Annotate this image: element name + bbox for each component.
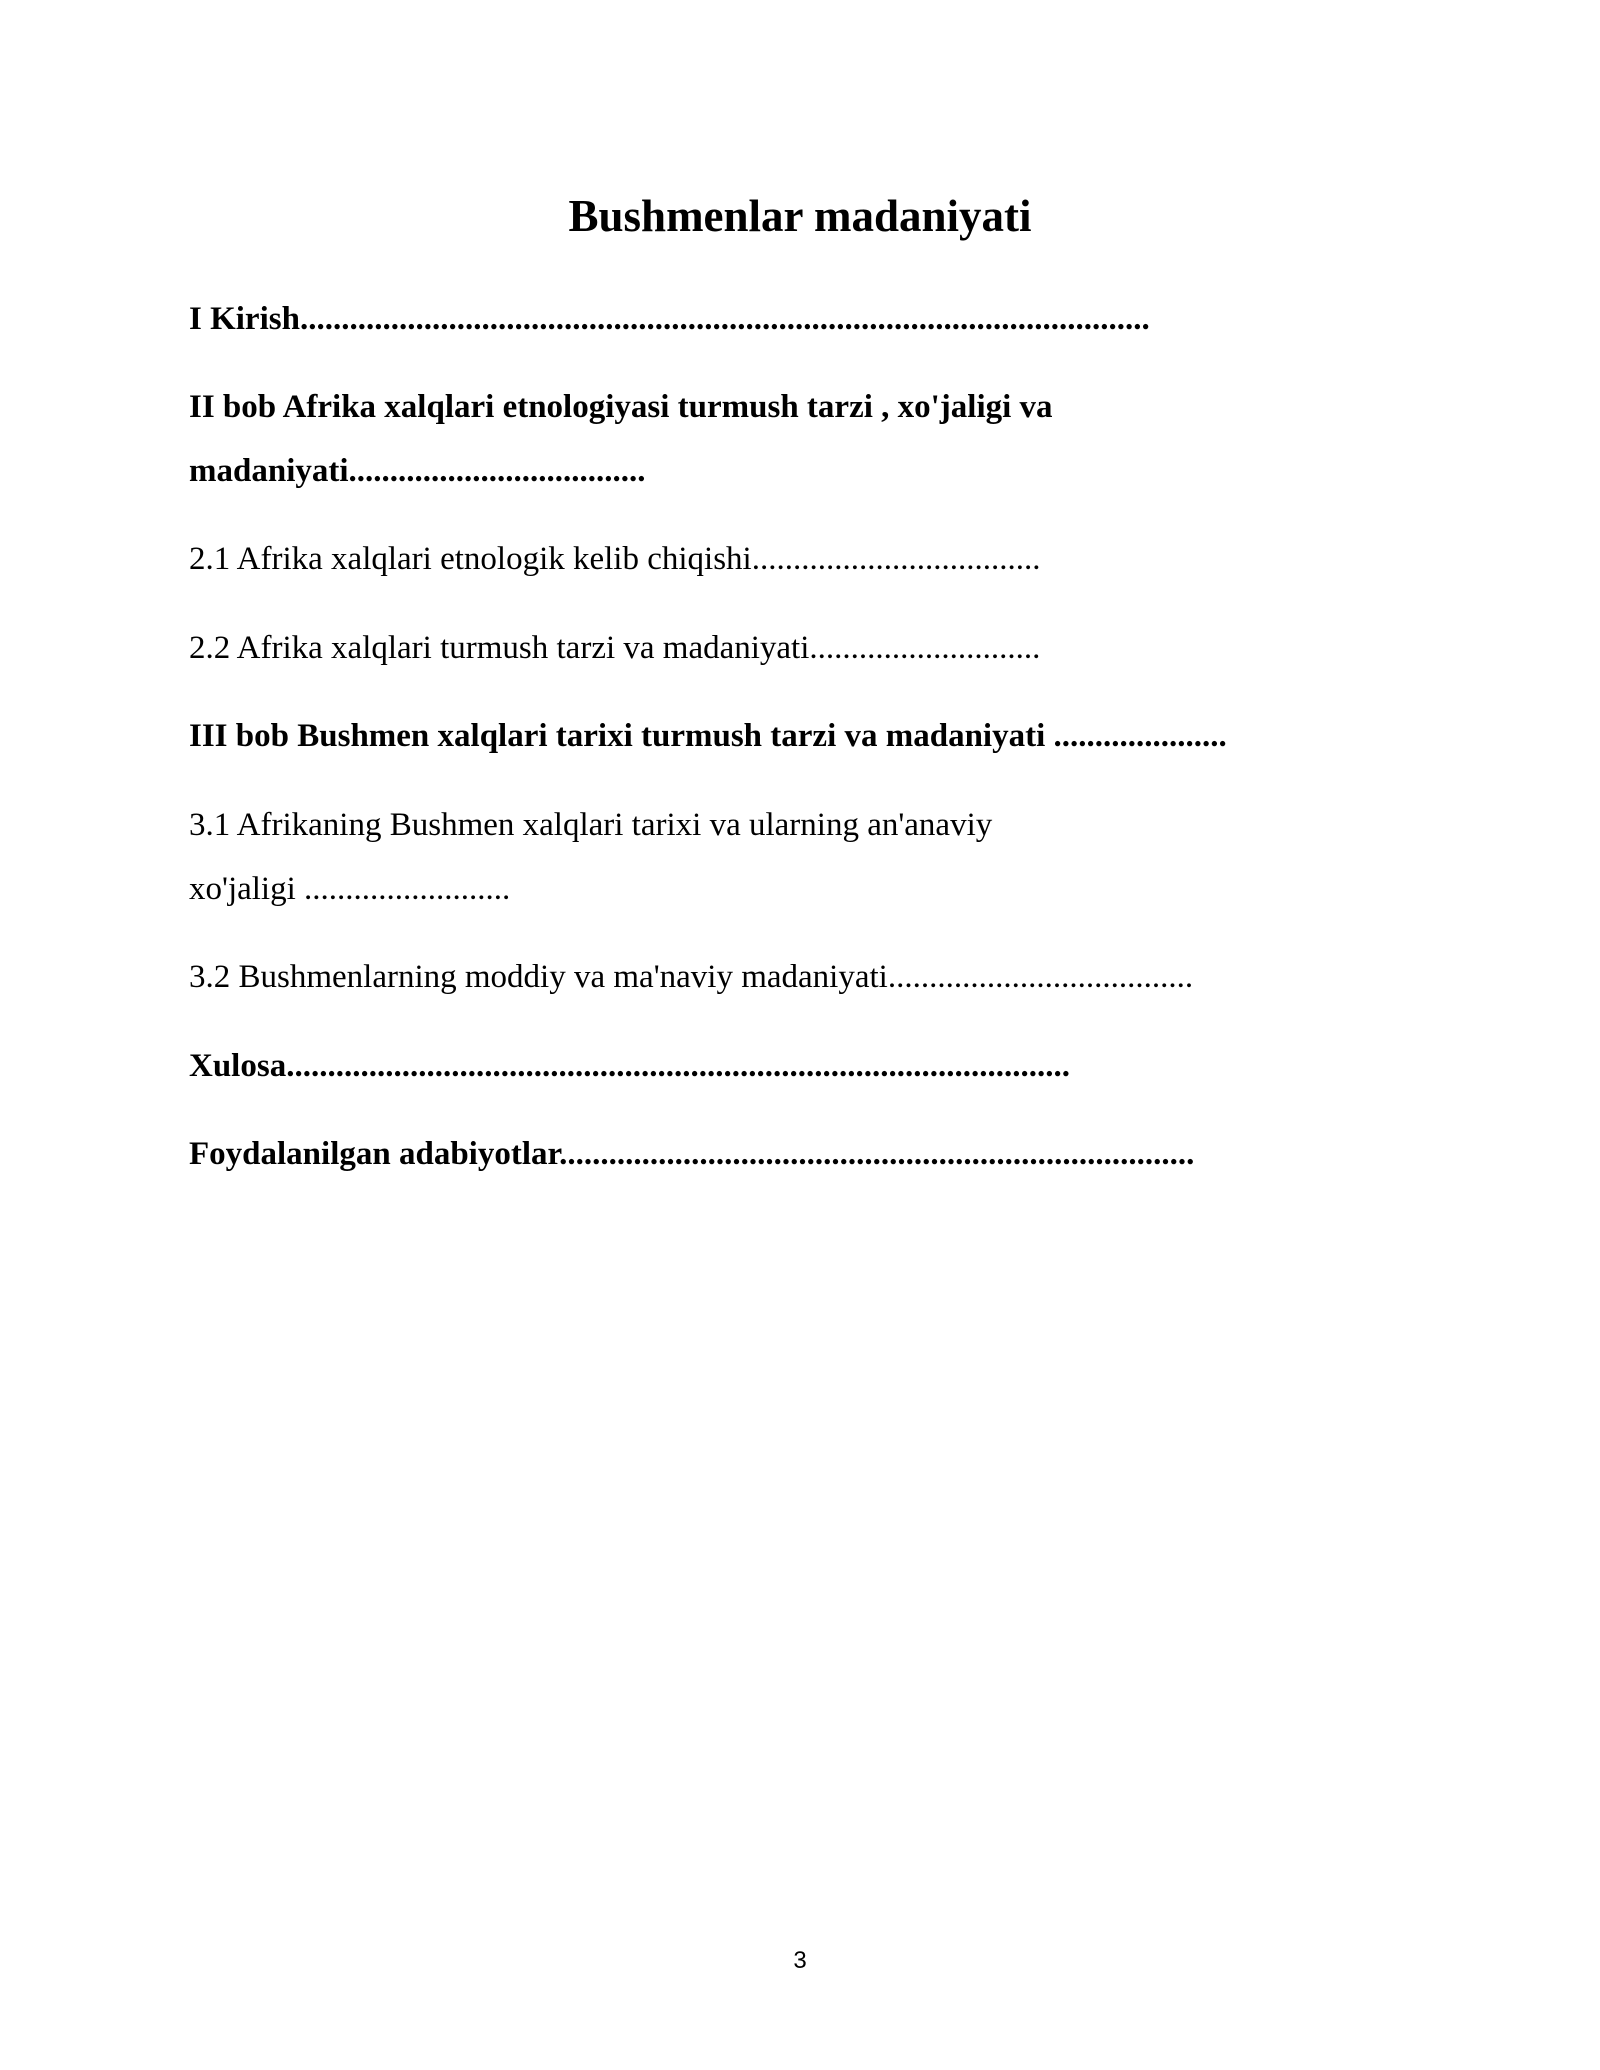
toc-entry-section-3-1-line-2: xo'jaligi ......................... bbox=[189, 871, 511, 907]
toc-entry-introduction: I Kirish....................................................................................................... bbox=[189, 301, 1150, 337]
toc-entry-references: Foydalanilgan adabiyotlar............................................................................. bbox=[189, 1136, 1195, 1172]
toc-entry-chapter-2-line-2: madaniyati.................................... bbox=[189, 453, 646, 489]
toc-entry-section-2-1: 2.1 Afrika xalqlari etnologik kelib chiqishi................................... bbox=[189, 541, 1041, 577]
toc-entry-section-3-1-line-1: 3.1 Afrikaning Bushmen xalqlari tarixi va ularning an'anaviy bbox=[189, 807, 993, 843]
toc-entry-conclusion: Xulosa............................................................................................... bbox=[189, 1048, 1070, 1084]
toc-entry-chapter-2-line-1: II bob Afrika xalqlari etnologiyasi turmush tarzi , xo'jaligi va bbox=[189, 389, 1053, 425]
toc-entry-chapter-3: III bob Bushmen xalqlari tarixi turmush tarzi va madaniyati ..................... bbox=[189, 718, 1227, 754]
document-title: Bushmenlar madaniyati bbox=[568, 191, 1032, 241]
toc-entry-section-2-2: 2.2 Afrika xalqlari turmush tarzi va madaniyati............................ bbox=[189, 630, 1041, 666]
page-number: 3 bbox=[793, 1947, 807, 1974]
toc-entry-section-3-2: 3.2 Bushmenlarning moddiy va ma'naviy madaniyati..................................... bbox=[189, 959, 1194, 995]
